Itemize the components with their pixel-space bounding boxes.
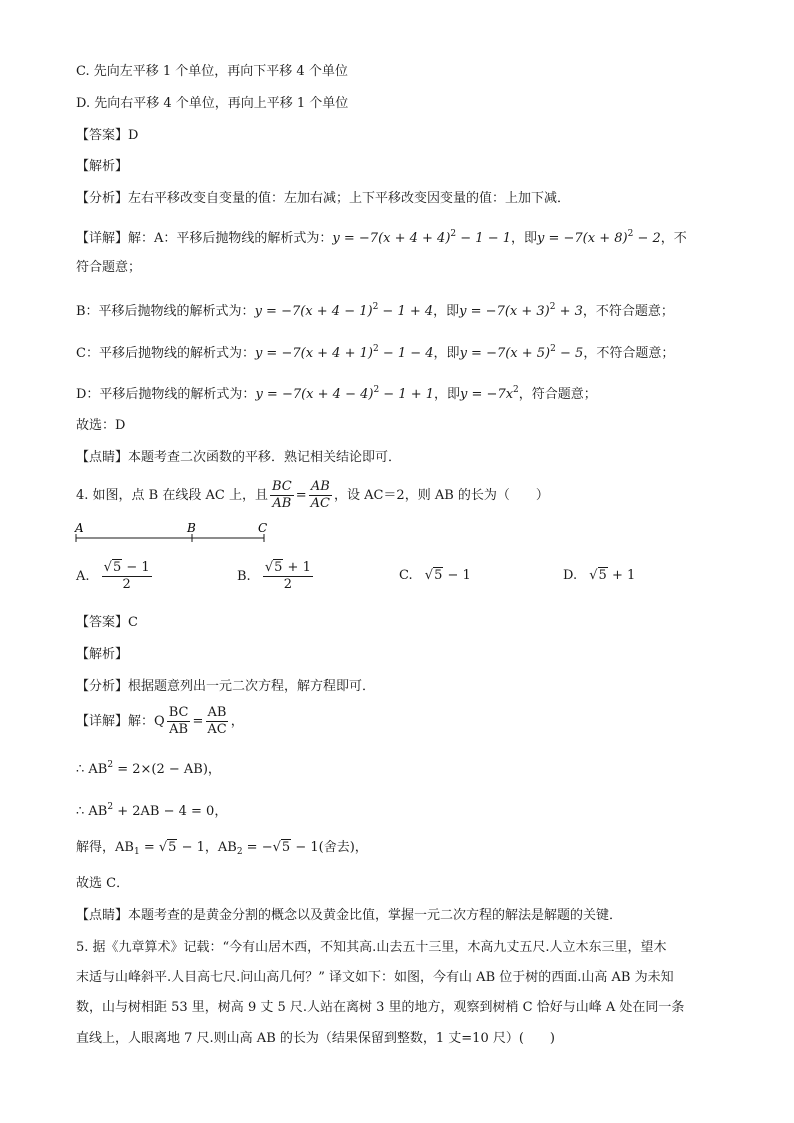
analysis-label: 【分析】 <box>76 191 129 206</box>
q3-detail-c <box>76 339 674 364</box>
detail-a-tail: − 1 − 1 <box>456 231 511 246</box>
step-1-b: = 2×(2 − AB)， <box>113 762 221 777</box>
frac-num: BC <box>168 705 189 720</box>
detail-b-expr2: y = −7(x + 3) <box>459 304 550 319</box>
q3-detail-b <box>76 297 674 322</box>
option-d-expr: √5 + 1 <box>589 568 636 583</box>
solution-c: − 1，AB <box>177 840 237 855</box>
detail-b-expr: y = −7(x + 4 − 1) <box>254 304 373 319</box>
num-tail: + 1 <box>283 560 311 575</box>
frac-den: AB <box>169 722 189 737</box>
detail-c-tail2: − 5 <box>555 346 584 361</box>
frac-den: 2 <box>122 577 131 592</box>
detail-label: 【详解】 <box>76 231 129 246</box>
step-1-a: ∴ AB <box>76 762 108 777</box>
fraction-ab-ac <box>309 479 332 512</box>
q4-stem <box>76 478 549 514</box>
answer-value: D <box>128 128 139 143</box>
segment-figure <box>70 520 280 550</box>
point-a-label: A <box>75 521 84 535</box>
equals: = <box>192 714 204 729</box>
step-2-b: + 2AB − 4 = 0， <box>113 804 228 819</box>
q4-option-b <box>237 560 315 593</box>
q3-detail-a <box>76 224 687 249</box>
q5-line-1: 5. 据《九章算术》记载：“今有山居木西，不知其高.山去五十三里，木高九丈五尺.人立木东三里，望木 <box>76 940 667 955</box>
analysis-text: 根据题意列出一元二次方程，解方程即可． <box>128 679 376 694</box>
equals: = <box>295 488 307 503</box>
detail-c-tail: − 1 − 4 <box>378 346 434 361</box>
frac-den: AC <box>310 496 330 511</box>
radicand: 5 <box>598 568 607 583</box>
frac-den: AB <box>272 496 292 511</box>
detail-c-prefix: C：平移后抛物线的解析式为： <box>76 346 255 361</box>
exponent: 2 <box>549 302 556 312</box>
option-label: B. <box>237 569 251 584</box>
remark-text: 本题考查的是黄金分割的概念以及黄金比值，掌握一元二次方程的解法是解题的关键． <box>128 908 623 923</box>
q3-answer <box>76 126 138 146</box>
exponent: 2 <box>627 229 634 239</box>
option-label: C. <box>399 568 413 583</box>
q3-option-d: D. 先向右平移 4 个单位，再向上平移 1 个单位 <box>76 96 349 111</box>
q3-detail-a-cont: 符合题意； <box>76 260 142 275</box>
remark-label: 【点睛】 <box>76 908 129 923</box>
exponent: 2 <box>107 802 114 812</box>
detail-c-mid: ，即 <box>433 346 460 361</box>
exponent: 2 <box>107 760 114 770</box>
fraction-bc-ab <box>270 479 294 512</box>
detail-a-tail2: − 2 <box>633 231 661 246</box>
detail-d-end: ，符合题意； <box>518 387 597 402</box>
q4-stem-b: ，设 AC＝2，则 AB 的长为（ ） <box>333 488 549 503</box>
frac-num: √5 + 1 <box>264 560 311 575</box>
detail-d-prefix: D：平移后抛物线的解析式为： <box>76 387 256 402</box>
radicand: 5 <box>112 560 122 575</box>
q3-detail-d <box>76 380 597 405</box>
detail-d-expr: y = −7(x + 4 − 4) <box>255 387 374 402</box>
option-a-fraction <box>102 560 152 593</box>
detail-prefix: 解：Q <box>128 714 165 729</box>
answer-label: 【答案】 <box>76 128 129 143</box>
answer-value: C <box>128 615 138 630</box>
q4-analysis <box>76 677 375 697</box>
analysis-label: 【分析】 <box>76 679 129 694</box>
solution-b: = <box>139 840 159 855</box>
detail-a-expr2: y = −7(x + 8) <box>537 231 628 246</box>
detail-d-mid: ，即 <box>434 387 461 402</box>
frac-den: AC <box>207 722 227 737</box>
step-2-a: ∴ AB <box>76 804 108 819</box>
detail-a-mid: ，即 <box>511 231 538 246</box>
radicand: 5 <box>434 568 443 583</box>
point-b-label: B <box>187 521 196 535</box>
detail-d-tail: − 1 + 1 <box>379 387 435 402</box>
q5-line-2: 末适与山峰斜平.人目高七尺.问山高几何？” 译文如下：如图，今有山 AB 位于树的西面.山高 AB 为未知 <box>76 970 674 985</box>
q4-option-a <box>76 560 154 593</box>
detail-label: 【详解】 <box>76 714 129 729</box>
q3-jiexi-label: 【解析】 <box>76 159 129 174</box>
detail-comma: ， <box>230 714 244 729</box>
q4-solution: 解得，$AB_1 = √5 - 1$，$AB_2 = -√5 - 1$(舍去)， <box>76 840 368 857</box>
detail-a-end: ，不 <box>660 231 687 246</box>
frac-num: AB <box>310 479 330 494</box>
expr-tail: + 1 <box>607 568 636 583</box>
exponent: 2 <box>373 385 380 395</box>
option-label: A. <box>76 569 90 584</box>
option-label: D. <box>563 568 578 583</box>
detail-a-expr: y = −7(x + 4 + 4) <box>332 231 451 246</box>
subscript-2: 2 <box>236 847 243 857</box>
q4-jiexi-label: 【解析】 <box>76 647 129 662</box>
detail-fraction-2 <box>205 705 228 738</box>
frac-den: 2 <box>283 577 292 592</box>
exponent: 2 <box>372 302 379 312</box>
answer-label: 【答案】 <box>76 615 129 630</box>
detail-c-expr2: y = −7(x + 5) <box>459 346 551 361</box>
q5-line-3: 数，山与树相距 53 里，树高 9 丈 5 尺.人站在离树 3 里的地方，观察到树梢 C 恰好与山峰 A 处在同一条 <box>76 1000 685 1015</box>
detail-a-prefix: 解：A：平移后抛物线的解析式为： <box>128 231 333 246</box>
expr-tail: − 1 <box>443 568 471 583</box>
detail-b-end: ，不符合题意； <box>582 304 674 319</box>
q4-option-d <box>563 568 635 583</box>
frac-num: AB <box>207 705 227 720</box>
detail-c-end: ，不符合题意； <box>583 346 675 361</box>
subscript-1: 1 <box>133 847 140 857</box>
exponent: 2 <box>450 229 457 239</box>
q4-answer <box>76 613 138 633</box>
q3-option-c: C. 先向左平移 1 个单位，再向下平移 4 个单位 <box>76 64 348 79</box>
option-b-fraction <box>263 560 313 593</box>
num-tail: − 1 <box>122 560 150 575</box>
detail-c-expr: y = −7(x + 4 + 1) <box>254 346 373 361</box>
detail-b-tail: − 1 + 4 <box>378 304 434 319</box>
q4-choice: 故选 C． <box>76 876 130 891</box>
option-c-expr: √5 − 1 <box>424 568 471 583</box>
detail-d-expr2: y = −7x <box>460 387 514 402</box>
radicand: 5 <box>281 840 291 855</box>
q4-remark <box>76 906 622 926</box>
q3-analysis <box>76 189 570 209</box>
q4-step-1 <box>76 755 221 780</box>
point-c-label: C <box>258 521 268 535</box>
detail-fraction-1 <box>167 705 191 738</box>
detail-b-prefix: B：平移后抛物线的解析式为： <box>76 304 255 319</box>
remark-text: 本题考查二次函数的平移．熟记相关结论即可． <box>128 450 402 465</box>
solution-d: = − <box>242 840 273 855</box>
analysis-text: 左右平移改变自变量的值：左加右减；上下平移改变因变量的值：上加下减． <box>128 191 571 206</box>
solution-a: 解得，AB <box>76 840 134 855</box>
detail-b-mid: ，即 <box>433 304 460 319</box>
exponent: 2 <box>372 344 379 354</box>
radicand: 5 <box>168 840 177 855</box>
exponent: 2 <box>513 385 519 395</box>
radicand: 5 <box>274 560 283 575</box>
q4-option-c <box>399 568 471 583</box>
solution-e: − 1(舍去)， <box>291 840 368 855</box>
frac-num: √5 − 1 <box>103 560 150 575</box>
q3-choice: 故选：D <box>76 418 126 433</box>
q4-stem-a: 4. 如图，点 B 在线段 AC 上，且 <box>76 488 268 503</box>
exponent: 2 <box>550 344 556 354</box>
q4-detail <box>76 702 244 742</box>
q3-remark <box>76 448 401 468</box>
remark-label: 【点睛】 <box>76 450 129 465</box>
q5-line-4: 直线上，人眼离地 7 尺.则山高 AB 的长为（结果保留到整数，1 丈=10 尺）( ) <box>76 1031 555 1046</box>
detail-b-tail2: + 3 <box>555 304 583 319</box>
frac-num: BC <box>271 479 292 494</box>
q4-step-2 <box>76 797 227 822</box>
